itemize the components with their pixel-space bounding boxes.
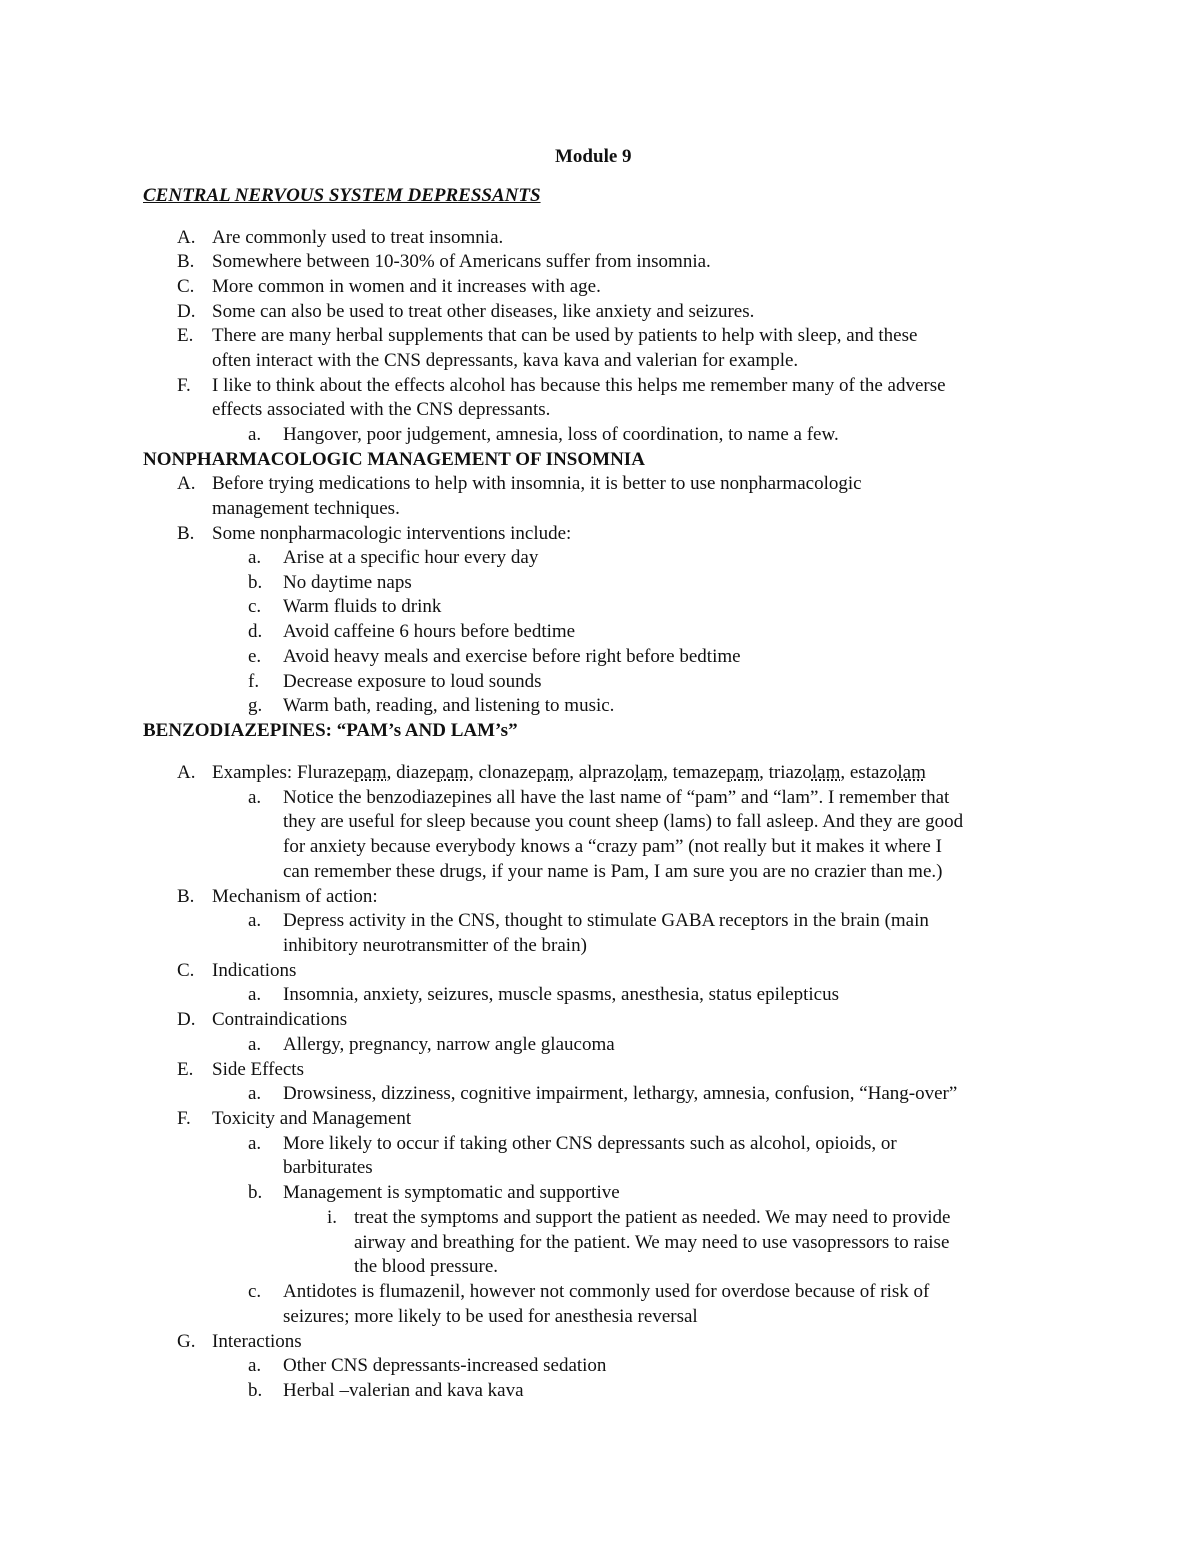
list-marker: e. xyxy=(248,646,262,667)
list-marker: E. xyxy=(177,325,194,346)
list-item: Contraindications xyxy=(212,1009,348,1030)
list-item: Some nonpharmacologic interventions include: xyxy=(212,523,572,544)
list-marker: c. xyxy=(248,596,262,617)
list-item: Antidotes is flumazenil, however not commonly used for overdose because of risk of xyxy=(283,1281,930,1302)
list-item: Management is symptomatic and supportive xyxy=(283,1182,620,1203)
list-item: There are many herbal supplements that can be used by patients to help with sleep, and these xyxy=(212,325,918,346)
list-item-continuation: seizures; more likely to be used for anesthesia reversal xyxy=(283,1306,698,1327)
list-marker: d. xyxy=(248,621,263,642)
list-marker: C. xyxy=(177,276,195,297)
list-item: Other CNS depressants-increased sedation xyxy=(283,1355,607,1376)
list-item: Warm fluids to drink xyxy=(283,596,442,617)
list-item: Decrease exposure to loud sounds xyxy=(283,671,542,692)
page-title: Module 9 xyxy=(555,146,632,167)
list-marker: C. xyxy=(177,960,195,981)
list-item: More common in women and it increases with age. xyxy=(212,276,601,297)
list-marker: a. xyxy=(248,984,262,1005)
list-item-continuation: effects associated with the CNS depressants. xyxy=(212,399,551,420)
list-marker: A. xyxy=(177,473,196,494)
drug-name: clonazepam xyxy=(478,762,570,783)
list-marker: B. xyxy=(177,523,195,544)
list-marker: a. xyxy=(248,1355,262,1376)
list-marker: G. xyxy=(177,1331,196,1352)
list-item: Drowsiness, dizziness, cognitive impairment, lethargy, amnesia, confusion, “Hang-over” xyxy=(283,1083,958,1104)
list-item-continuation: can remember these drugs, if your name is Pam, I am sure you are no crazier than me.) xyxy=(283,861,943,882)
list-marker: A. xyxy=(177,762,196,783)
list-item: Herbal –valerian and kava kava xyxy=(283,1380,524,1401)
drug-name: triazolam xyxy=(768,762,841,783)
list-item: Insomnia, anxiety, seizures, muscle spasms, anesthesia, status epilepticus xyxy=(283,984,839,1005)
list-item-continuation: airway and breathing for the patient. We may need to use vasopressors to raise xyxy=(354,1232,950,1253)
list-item: No daytime naps xyxy=(283,572,412,593)
drug-name: estazolam xyxy=(849,762,926,783)
list-marker: i. xyxy=(327,1207,338,1228)
list-item: Are commonly used to treat insomnia. xyxy=(212,227,504,248)
section-heading-benzo: BENZODIAZEPINES: “PAM’s AND LAM’s” xyxy=(143,720,518,741)
list-item-continuation: the blood pressure. xyxy=(354,1256,499,1277)
list-marker: b. xyxy=(248,572,263,593)
list-marker: f. xyxy=(248,671,260,692)
drug-name: alprazolam xyxy=(578,762,664,783)
list-marker: F. xyxy=(177,1108,191,1129)
section-heading-nonpharm: NONPHARMACOLOGIC MANAGEMENT OF INSOMNIA xyxy=(143,449,645,470)
drug-name: diazepam xyxy=(396,762,469,783)
list-marker: b. xyxy=(248,1380,263,1401)
list-marker: D. xyxy=(177,301,196,322)
list-marker: B. xyxy=(177,251,195,272)
list-item: Toxicity and Management xyxy=(212,1108,412,1129)
list-item: Avoid caffeine 6 hours before bedtime xyxy=(283,621,576,642)
list-marker: a. xyxy=(248,910,262,931)
list-item: Interactions xyxy=(212,1331,302,1352)
drug-name: Flurazepam xyxy=(296,762,387,783)
list-marker: c. xyxy=(248,1281,262,1302)
list-item-continuation: barbiturates xyxy=(283,1157,373,1178)
list-item-continuation: inhibitory neurotransmitter of the brain) xyxy=(283,935,587,956)
list-marker: D. xyxy=(177,1009,196,1030)
list-item: Notice the benzodiazepines all have the last name of “pam” and “lam”. I remember that xyxy=(283,787,950,808)
list-marker: b. xyxy=(248,1182,263,1203)
list-item: I like to think about the effects alcohol has because this helps me remember many of the adverse xyxy=(212,375,946,396)
list-item: Warm bath, reading, and listening to music. xyxy=(283,695,615,716)
list-marker: a. xyxy=(248,787,262,808)
list-item: Arise at a specific hour every day xyxy=(283,547,539,568)
list-item: Depress activity in the CNS, thought to stimulate GABA receptors in the brain (main xyxy=(283,910,929,931)
list-item: Hangover, poor judgement, amnesia, loss of coordination, to name a few. xyxy=(283,424,839,445)
list-item: Before trying medications to help with insomnia, it is better to use nonpharmacologic xyxy=(212,473,862,494)
list-item: treat the symptoms and support the patient as needed. We may need to provide xyxy=(354,1207,951,1228)
list-item: More likely to occur if taking other CNS depressants such as alcohol, opioids, or xyxy=(283,1133,897,1154)
section-heading-cns: CENTRAL NERVOUS SYSTEM DEPRESSANTS xyxy=(143,185,541,206)
list-item: Side Effects xyxy=(212,1059,304,1080)
list-item: Allergy, pregnancy, narrow angle glaucoma xyxy=(283,1034,615,1055)
list-item-continuation: for anxiety because everybody knows a “crazy pam” (not really but it makes it where I xyxy=(283,836,942,857)
list-marker: F. xyxy=(177,375,191,396)
list-item: Indications xyxy=(212,960,297,981)
list-marker: a. xyxy=(248,1133,262,1154)
list-marker: B. xyxy=(177,886,195,907)
list-marker: g. xyxy=(248,695,263,716)
list-marker: E. xyxy=(177,1059,194,1080)
drug-name: temazepam xyxy=(672,762,760,783)
list-item: Somewhere between 10-30% of Americans suffer from insomnia. xyxy=(212,251,711,272)
list-marker: a. xyxy=(248,424,262,445)
list-item: Some can also be used to treat other diseases, like anxiety and seizures. xyxy=(212,301,755,322)
list-item-continuation: they are useful for sleep because you count sheep (lams) to fall asleep. And they are good xyxy=(283,811,964,832)
list-item-continuation: management techniques. xyxy=(212,498,400,519)
list-marker: a. xyxy=(248,547,262,568)
examples-line: Examples: Flurazepam, diazepam, clonazepam, alprazolam, temazepam, triazolam, estazolam xyxy=(212,762,926,783)
list-item: Avoid heavy meals and exercise before right before bedtime xyxy=(283,646,741,667)
list-marker: a. xyxy=(248,1034,262,1055)
list-item: Mechanism of action: xyxy=(212,886,378,907)
list-item-continuation: often interact with the CNS depressants, kava kava and valerian for example. xyxy=(212,350,799,371)
examples-prefix: Examples: xyxy=(212,762,297,783)
list-marker: a. xyxy=(248,1083,262,1104)
list-marker: A. xyxy=(177,227,196,248)
